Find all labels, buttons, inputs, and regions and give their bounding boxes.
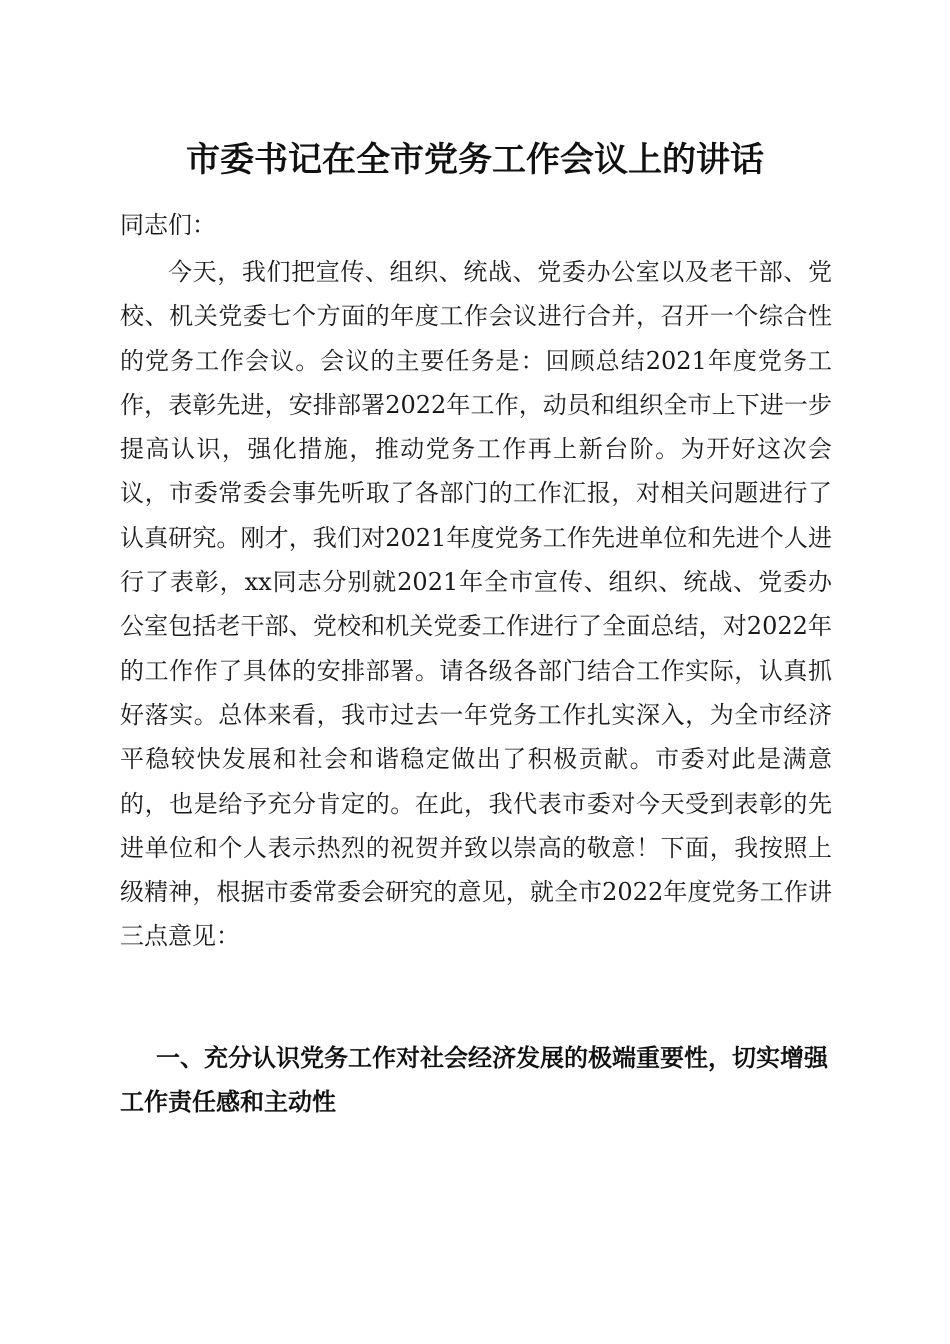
salutation: 同志们：: [120, 211, 216, 239]
section-heading: 一、充分认识党务工作对社会经济发展的极端重要性，切实增强工作责任感和主动性: [120, 1044, 828, 1116]
body-paragraph: 今天，我们把宣传、组织、统战、党委办公室以及老干部、党校、机关党委七个方面的年度工作会议进行合并，召开一个综合性的党务工作会议。会议的主要任务是：回顾总结2021年度党务工作，表彰先进，安排部署2022年工作，动员和组织全市上下进一步提高认识，强化措施，推动党务工作再上新台阶。为开好这次会议，市委常委会事先听取了各部门的工作汇报，对相关问题进行了认真研究。刚才，我们对2021年度党务工作先进单位和先进个人进行了表彰，xx同志分别就2021年全市宣传、组织、统战、党委办公室包括老干部、党校和机关党委工作进行了全面总结，对2022年的工作作了具体的安排部署。请各级各部门结合工作实际，认真抓好落实。总体来看，我市过去一年党务工作扎实深入，为全市经济平稳较快发展和社会和谐稳定做出了积极贡献。市委对此是满意的，也是给予充分肯定的。在此，我代表市委对今天受到表彰的先进单位和个人表示热烈的祝贺并致以崇高的敬意！下面，我按照上级精神，根据市委常委会研究的意见，就全市2022年度党务工作讲三点意见：: [120, 258, 832, 951]
document-title: 市委书记在全市党务工作会议上的讲话: [186, 140, 764, 180]
